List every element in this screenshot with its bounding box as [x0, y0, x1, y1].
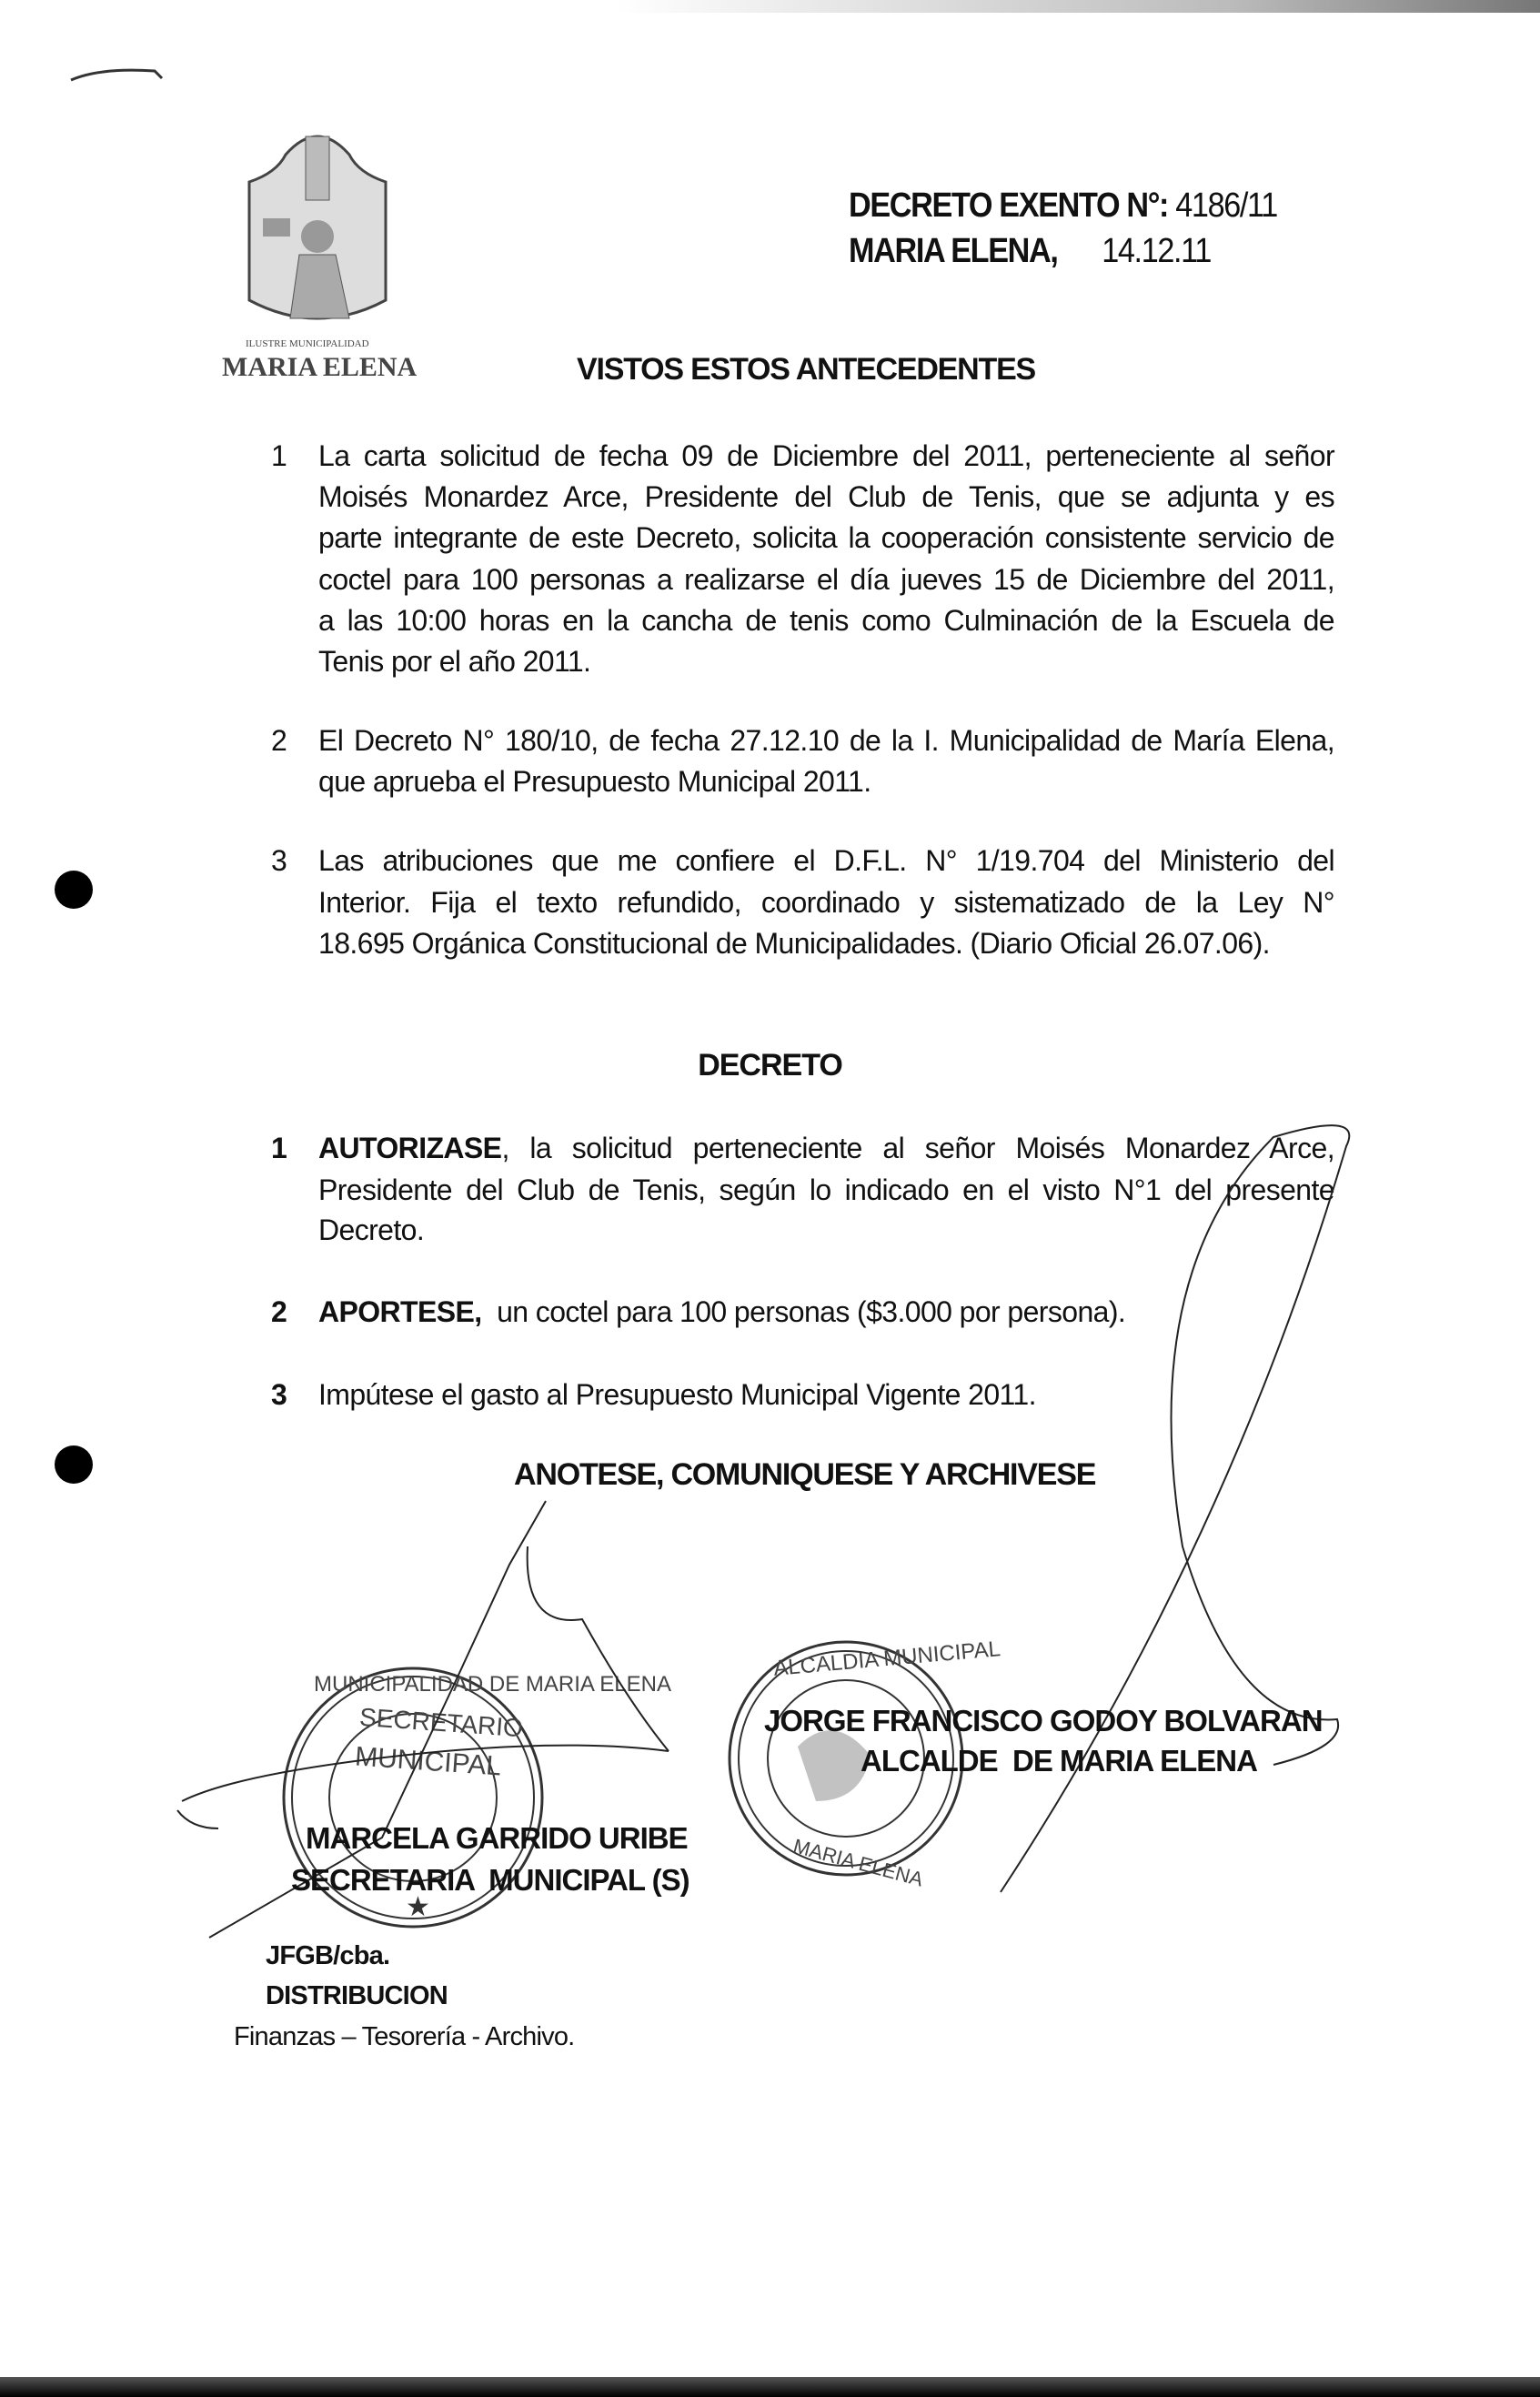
stamp-inner-text-1: SECRETARIO — [358, 1702, 524, 1743]
vistos-title: VISTOS ESTOS ANTECEDENTES — [577, 352, 1036, 387]
logo-name: MARIA ELENA — [222, 352, 418, 382]
paragraph-line: Presidente del Club de Tenis, según lo indicado en el visto N°1 del presente — [318, 1173, 1334, 1206]
paragraph-line: Tenis por el año 2011. — [318, 645, 591, 678]
item-number: 2 — [271, 724, 287, 757]
closing-formula: ANOTESE, COMUNIQUESE Y ARCHIVESE — [514, 1457, 1096, 1492]
mayor-title: ALCALDE DE MARIA ELENA — [861, 1744, 1257, 1778]
scan-mark — [64, 55, 173, 91]
paragraph-line: Interior. Fija el texto refundido, coordinado y sistematizado de la Ley N° — [318, 886, 1334, 919]
stamp-inner-text-2: MUNICIPAL — [354, 1741, 503, 1782]
star-icon: ★ — [406, 1892, 430, 1922]
paragraph-line: Impútese el gasto al Presupuesto Municipal Vigente 2011. — [318, 1378, 1036, 1411]
secretary-name: MARCELA GARRIDO URIBE — [306, 1821, 688, 1855]
line-text: , la solicitud perteneciente al señor Moisés Monardez Arce, — [501, 1132, 1334, 1164]
place-date-line — [849, 232, 1211, 270]
distribution-label: DISTRIBUCION — [266, 1981, 448, 2010]
paragraph-line: El Decreto N° 180/10, de fecha 27.12.10 de la I. Municipalidad de María Elena, — [318, 724, 1334, 757]
secretary-title: SECRETARIA MUNICIPAL (S) — [291, 1863, 689, 1897]
punch-hole — [55, 1445, 93, 1484]
item-number: 3 — [271, 1378, 287, 1411]
mayor-name: JORGE FRANCISCO GODOY BOLVARAN — [764, 1704, 1323, 1737]
paragraph-line: Moisés Monardez Arce, Presidente del Club de Tenis, que se adjunta y es — [318, 480, 1334, 513]
item-number: 2 — [271, 1295, 287, 1328]
stamp-ring-text: MUNICIPALIDAD DE MARIA ELENA — [314, 1672, 671, 1697]
scan-top-shadow — [0, 0, 1540, 13]
paragraph-line: a las 10:00 horas en la cancha de tenis como Culminación de la Escuela de — [318, 604, 1334, 637]
paragraph-line: La carta solicitud de fecha 09 de Diciembre del 2011, perteneciente al señor — [318, 439, 1334, 472]
decree-label: DECRETO EXENTO N°: — [849, 186, 1169, 225]
paragraph-line: coctel para 100 personas a realizarse el día jueves 15 de Diciembre del 2011, — [318, 563, 1334, 596]
place: MARIA ELENA, — [849, 232, 1058, 270]
scan-bottom-edge — [0, 2377, 1540, 2397]
decreto-title: DECRETO — [698, 1048, 842, 1083]
paragraph-line: que aprueba el Presupuesto Municipal 2011. — [318, 765, 871, 798]
decree-number: 4186/11 — [1175, 186, 1277, 225]
logo-top-text: ILUSTRE MUNICIPALIDAD — [246, 338, 369, 349]
item-number: 1 — [271, 439, 287, 472]
initials: JFGB/cba. — [266, 1941, 390, 1970]
distribution-list: Finanzas – Tesorería - Archivo. — [234, 2022, 575, 2051]
item-number: 1 — [271, 1132, 287, 1164]
paragraph-line: 18.695 Orgánica Constitucional de Municipalidades. (Diario Oficial 26.07.06). — [318, 927, 1270, 960]
mayor-stamp-ring-bottom: MARIA ELENA — [790, 1834, 926, 1891]
paragraph-line — [318, 1130, 1334, 1166]
date: 14.12.11 — [1102, 232, 1211, 270]
item-number: 3 — [271, 844, 287, 877]
authorize-keyword: AUTORIZASE — [318, 1132, 502, 1164]
decree-number-line — [849, 186, 1277, 225]
municipal-logo — [222, 118, 418, 382]
line-text: un coctel para 100 personas ($3.000 por persona). — [481, 1295, 1126, 1328]
paragraph-line — [318, 1294, 1334, 1330]
coat-of-arms-icon — [222, 118, 413, 327]
paragraph-line: Las atribuciones que me confiere el D.F.L. N° 1/19.704 del Ministerio del — [318, 844, 1334, 877]
paragraph-line: Decreto. — [318, 1214, 425, 1246]
paragraph-line: parte integrante de este Decreto, solicita la cooperación consistente servicio de — [318, 521, 1334, 554]
punch-hole — [55, 871, 93, 909]
mayor-stamp-ring-top: ALCALDIA MUNICIPAL — [772, 1637, 1002, 1681]
contribute-keyword: APORTESE, — [318, 1295, 482, 1328]
